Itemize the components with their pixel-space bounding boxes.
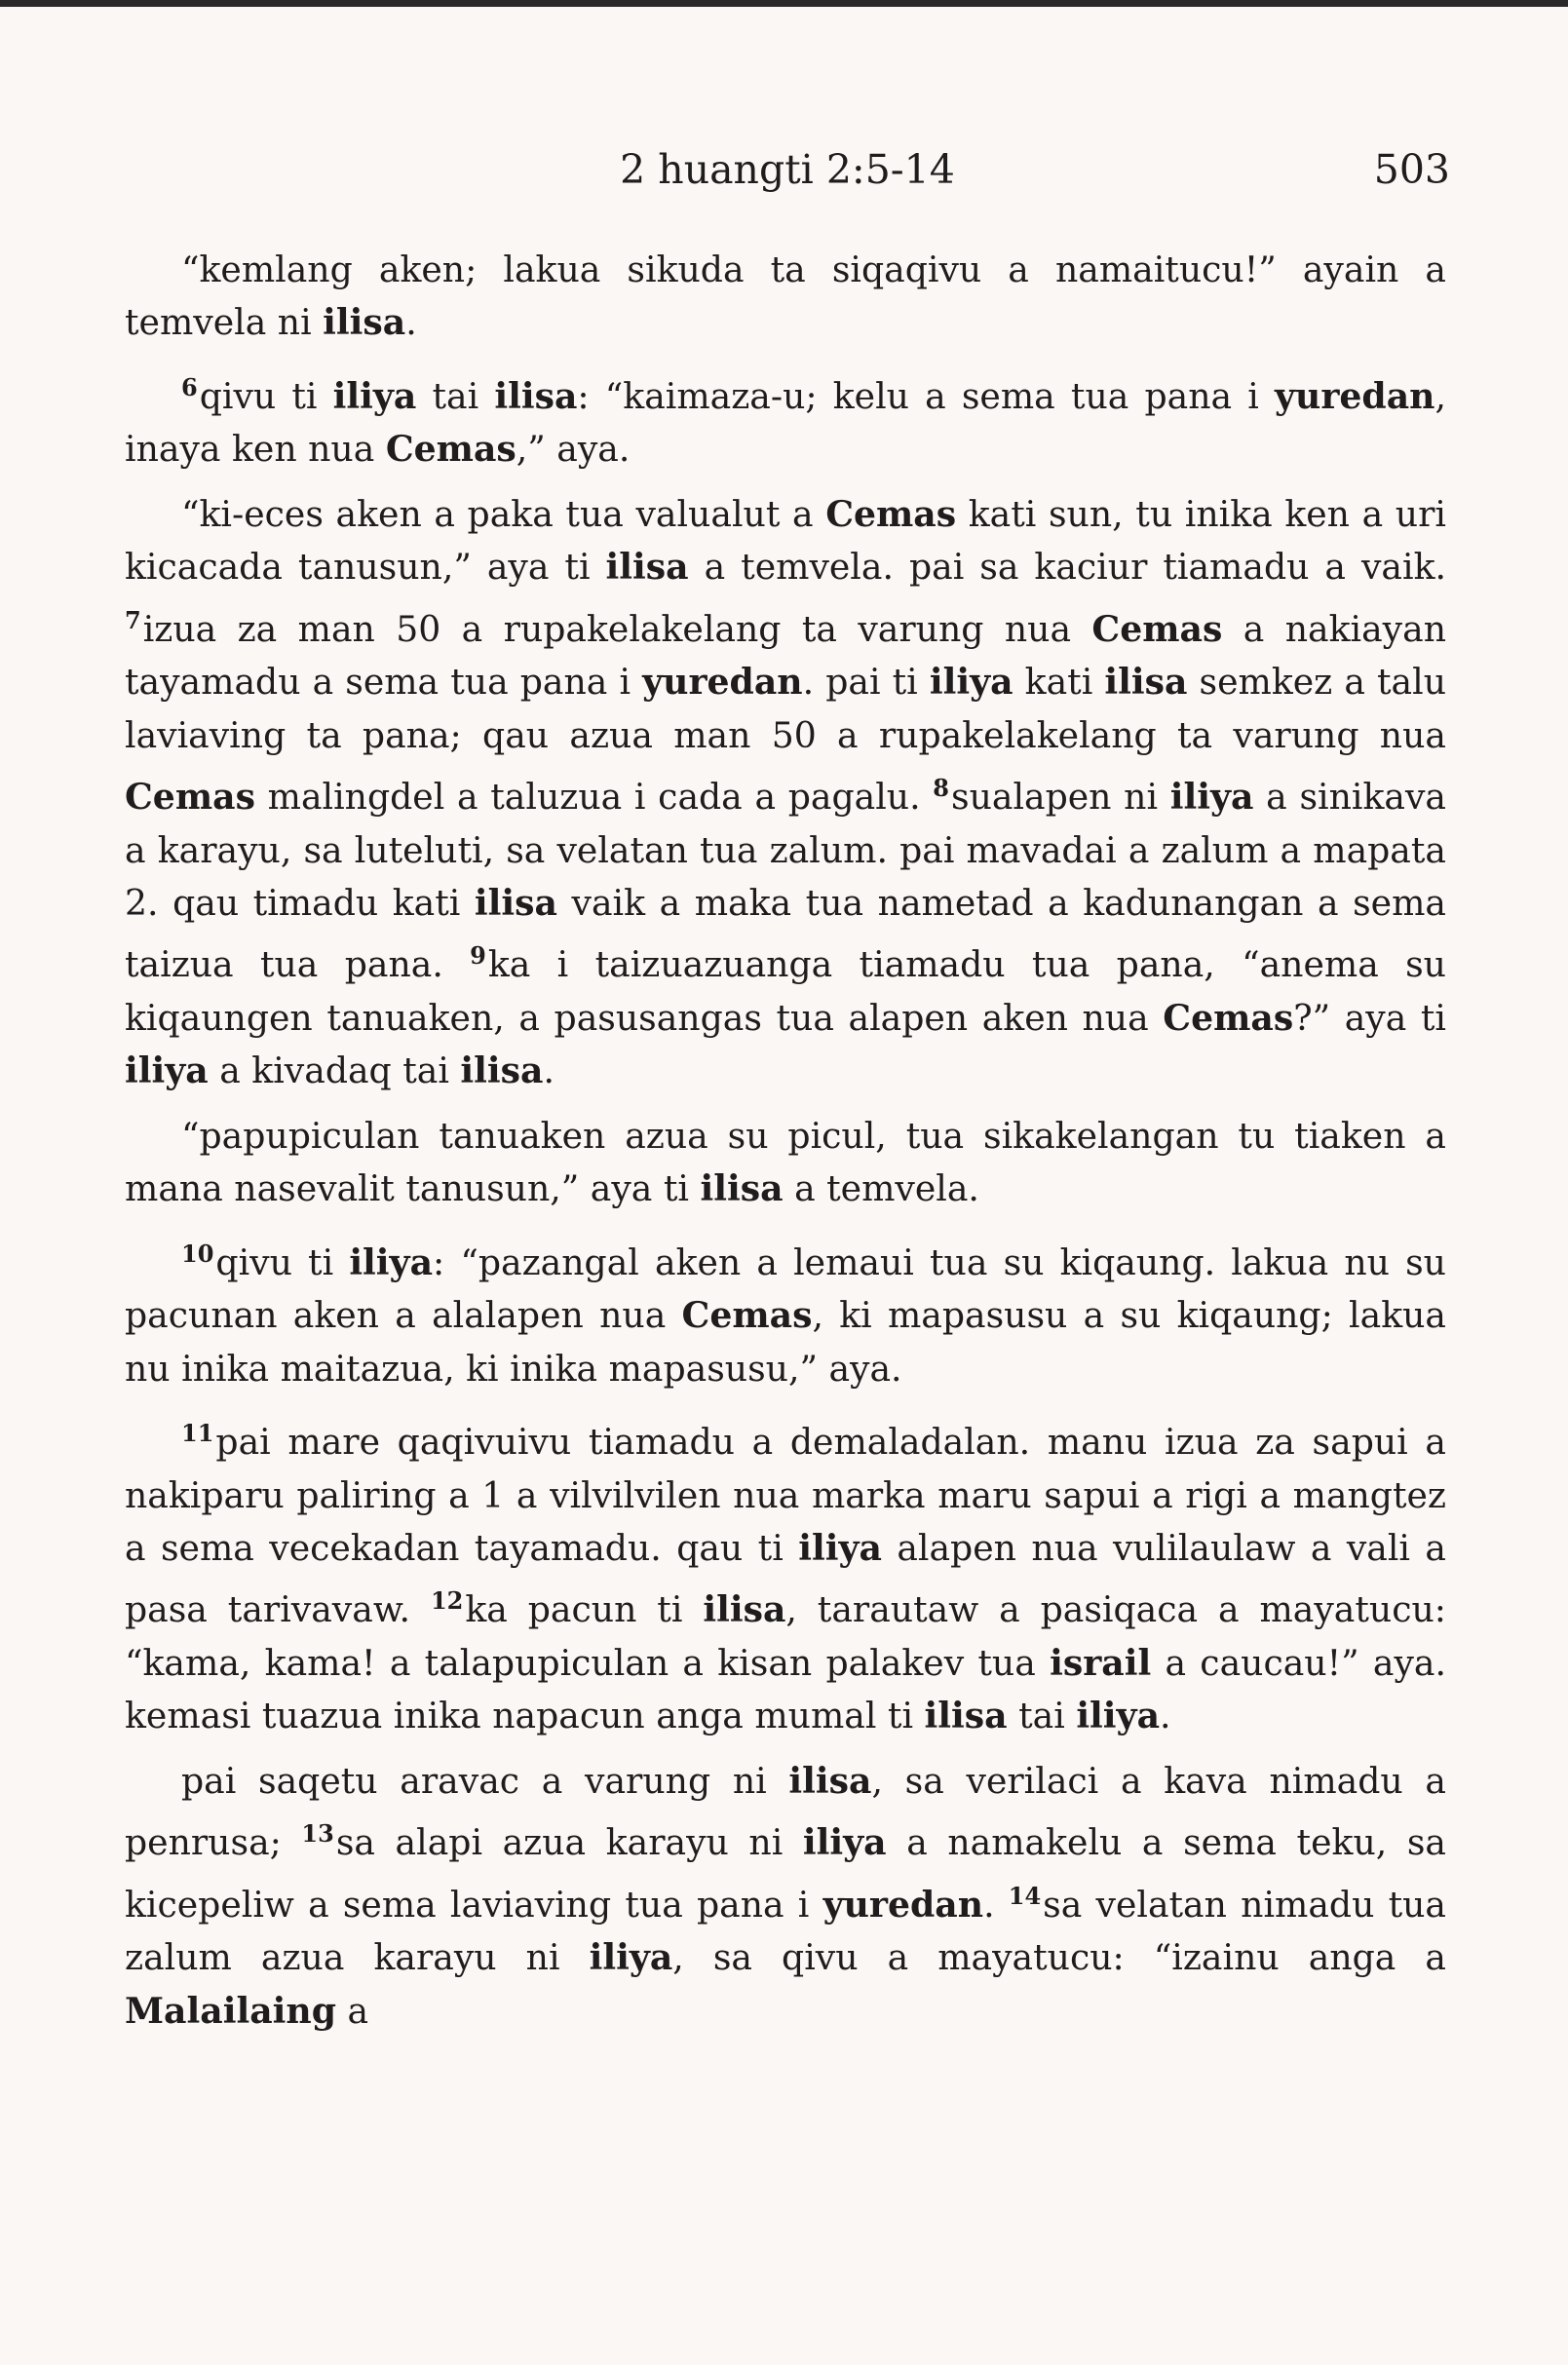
text-run: “kemlang aken; lakua sikuda ta siqaqivu a namaitucu!” ayain a temvela ni bbox=[125, 248, 1446, 344]
text-run: sa velatan nimadu tua zalum azua karayu ni bbox=[125, 1884, 1446, 1979]
header-title: 2 huangti 2:5-14 bbox=[620, 146, 955, 193]
verse-number: 12 bbox=[430, 1586, 464, 1616]
proper-name: iliya bbox=[589, 1936, 673, 1979]
proper-name: ilisa bbox=[924, 1695, 1008, 1737]
text-run: : “pazangal aken a lemaui tua su kiqaung. lakua nu su pacunan aken a alalapen nua bbox=[125, 1240, 1446, 1337]
proper-name: iliya bbox=[929, 661, 1013, 704]
text-run: a namakelu a sema teku, sa kicepeliw a sema laviaving tua pana i bbox=[125, 1821, 1446, 1926]
proper-name: ilisa bbox=[788, 1759, 872, 1802]
text-run: ka pacun ti bbox=[465, 1588, 704, 1631]
text-run: “ki-eces aken a paka tua valualut a bbox=[181, 492, 826, 535]
text-run: : “kaimaza-u; kelu a sema tua pana i bbox=[577, 375, 1275, 417]
text-run: a sinikava a karayu, sa luteluti, sa velatan tua zalum. pai mavadai a zalum a mapata 2. qau timadu kati bbox=[125, 776, 1446, 925]
text-run: izua za man 50 a rupakelakelang ta varung nua bbox=[142, 607, 1092, 650]
text-run: semkez a talu laviaving ta pana; qau azua man 50 a rupakelakelang ta varung nua bbox=[125, 661, 1446, 756]
text-run: ka i taizuazuanga tiamadu tua pana, “anema su kiqaungen tanuaken, a pasusangas tua alapen aken nua bbox=[125, 943, 1446, 1040]
text-run: ?” aya ti bbox=[1293, 997, 1446, 1040]
text-run: a nakiayan tayamadu a sema tua pana i bbox=[125, 607, 1447, 704]
proper-name: iliya bbox=[802, 1821, 887, 1864]
text-run: kati bbox=[1013, 661, 1105, 704]
text-run: . pai ti bbox=[802, 661, 930, 704]
proper-name: Cemas bbox=[1163, 997, 1294, 1040]
text-run: vaik a maka tua nametad a kadunangan a sema taizua tua pana. bbox=[125, 882, 1446, 986]
text-run: sualapen ni bbox=[951, 776, 1170, 819]
text-body bbox=[125, 244, 1446, 2049]
top-edge bbox=[0, 0, 1568, 7]
paragraph bbox=[125, 1228, 1446, 1395]
text-run: malingdel a taluzua i cada a pagalu. bbox=[254, 776, 934, 819]
page-number: 503 bbox=[1373, 146, 1450, 193]
text-run: a temvela. bbox=[783, 1167, 979, 1210]
verse-number: 11 bbox=[181, 1419, 214, 1448]
proper-name: Cemas bbox=[681, 1294, 813, 1337]
text-run: , ki mapasusu a su kiqaung; lakua nu inika maitazua, ki inika mapasusu,” aya. bbox=[125, 1294, 1447, 1390]
text-run: , inaya ken nua bbox=[125, 375, 1446, 471]
text-run: . bbox=[405, 301, 417, 344]
proper-name: ilisa bbox=[703, 1588, 786, 1631]
verse-number: 14 bbox=[1008, 1881, 1042, 1910]
text-run: , sa verilaci a kava nimadu a penrusa; bbox=[125, 1759, 1446, 1864]
verse-number: 6 bbox=[181, 372, 198, 401]
paragraph bbox=[125, 244, 1446, 350]
text-run: a caucau!” aya. kemasi tuazua inika napacun anga mumal ti bbox=[125, 1642, 1446, 1737]
proper-name: iliya bbox=[1076, 1695, 1161, 1737]
text-run: , sa qivu a mayatucu: “izainu anga a bbox=[672, 1936, 1446, 1979]
proper-name: israil bbox=[1050, 1642, 1152, 1685]
verse-number: 9 bbox=[470, 941, 486, 971]
proper-name: ilisa bbox=[700, 1167, 784, 1210]
proper-name: Cemas bbox=[1091, 607, 1223, 650]
proper-name: Cemas bbox=[385, 428, 516, 471]
text-run: sa alapi azua karayu ni bbox=[335, 1821, 803, 1864]
verse-number: 8 bbox=[933, 774, 949, 803]
proper-name: Malailaing bbox=[125, 1989, 337, 2032]
proper-name: ilisa bbox=[323, 301, 406, 344]
proper-name: ilisa bbox=[494, 375, 578, 417]
text-run: ,” aya. bbox=[516, 428, 631, 471]
text-run: qivu ti bbox=[215, 1240, 350, 1283]
verse-number: 7 bbox=[125, 605, 141, 634]
text-run: “papupiculan tanuaken azua su picul, tua sikakelangan tu tiaken a mana nasevalit tanusun,” aya ti bbox=[125, 1114, 1446, 1210]
proper-name: iliya bbox=[798, 1527, 882, 1570]
paragraph bbox=[125, 1755, 1446, 2038]
paragraph bbox=[125, 488, 1446, 1098]
proper-name: yuredan bbox=[642, 661, 803, 704]
verse-number: 10 bbox=[181, 1239, 214, 1268]
text-run: alapen nua vulilaulaw a vali a pasa tarivavaw. bbox=[125, 1527, 1446, 1631]
proper-name: ilisa bbox=[460, 1049, 544, 1092]
text-run: tai bbox=[1007, 1695, 1077, 1737]
paragraph bbox=[125, 1407, 1446, 1743]
proper-name: yuredan bbox=[822, 1884, 984, 1926]
paragraph bbox=[125, 1110, 1446, 1216]
text-run: pai mare qaqivuivu tiamadu a demaladalan. manu izua za sapui a nakiparu paliring a 1 a vilvilvilen nua marka maru sapui a rigi a mangtez a sema vecekadan tayamadu. qau ti bbox=[125, 1421, 1446, 1570]
proper-name: iliya bbox=[125, 1049, 209, 1092]
text-run: . bbox=[543, 1049, 555, 1092]
text-run: a kivadaq tai bbox=[208, 1049, 461, 1092]
proper-name: yuredan bbox=[1274, 375, 1435, 417]
proper-name: Cemas bbox=[125, 776, 255, 819]
text-run: a temvela. pai sa kaciur tiamadu a vaik. bbox=[688, 546, 1447, 589]
proper-name: ilisa bbox=[474, 882, 557, 925]
text-run: tai bbox=[416, 375, 495, 417]
paragraph bbox=[125, 362, 1446, 477]
running-header bbox=[125, 146, 1450, 205]
proper-name: iliya bbox=[1169, 776, 1254, 819]
proper-name: ilisa bbox=[1104, 661, 1188, 704]
text-run: . bbox=[1160, 1695, 1171, 1737]
text-run: . bbox=[983, 1884, 1009, 1926]
proper-name: Cemas bbox=[825, 492, 957, 535]
text-run: pai saqetu aravac a varung ni bbox=[181, 1759, 789, 1802]
text-run: qivu ti bbox=[199, 375, 333, 417]
proper-name: ilisa bbox=[605, 546, 689, 589]
text-run: , tarautaw a pasiqaca a mayatucu: “kama, kama! a talapupiculan a kisan palakev tua bbox=[125, 1588, 1446, 1685]
proper-name: iliya bbox=[332, 375, 417, 417]
proper-name: iliya bbox=[349, 1240, 434, 1283]
text-run: kati sun, tu inika ken a uri kicacada tanusun,” aya ti bbox=[125, 492, 1446, 589]
text-run: a bbox=[336, 1989, 369, 2032]
verse-number: 13 bbox=[301, 1819, 334, 1849]
